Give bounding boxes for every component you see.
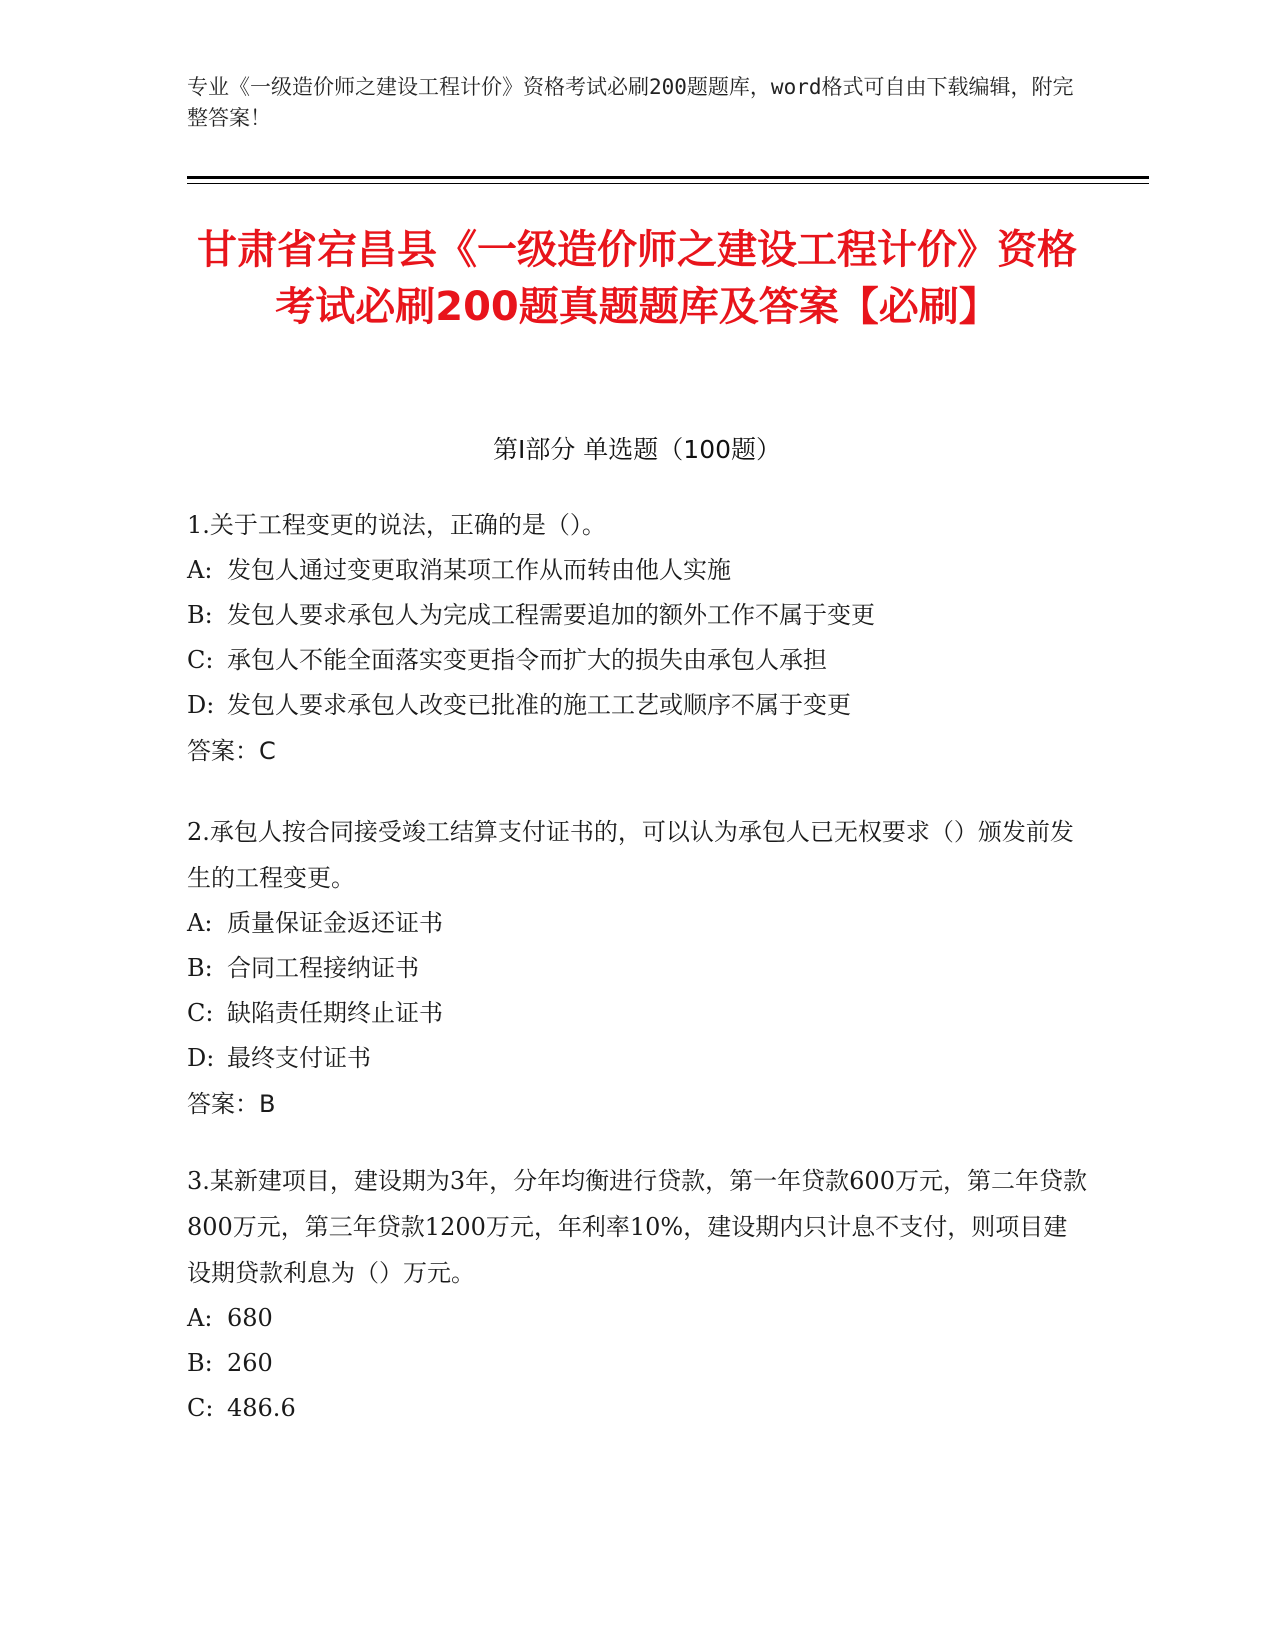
answer-value: C bbox=[259, 737, 276, 765]
option-a bbox=[187, 548, 1087, 593]
question-1 bbox=[187, 502, 1087, 774]
option-c bbox=[187, 638, 1087, 683]
option-text: 260 bbox=[227, 1349, 273, 1377]
option-b bbox=[187, 1341, 1087, 1386]
answer-label: 答案： bbox=[187, 737, 259, 765]
option-text: 缺陷责任期终止证书 bbox=[227, 999, 443, 1027]
section-heading: 第I部分 单选题（100题） bbox=[492, 435, 782, 464]
document-title: 甘肃省宕昌县《一级造价师之建设工程计价》资格考试必刷200题真题题库及答案【必刷】 bbox=[197, 227, 1077, 330]
answer-line bbox=[187, 728, 1087, 774]
option-c bbox=[187, 1386, 1087, 1431]
option-letter: D: bbox=[187, 1044, 215, 1072]
option-text: 质量保证金返还证书 bbox=[227, 909, 443, 937]
option-letter: B: bbox=[187, 954, 213, 982]
option-text: 680 bbox=[227, 1304, 273, 1332]
option-text: 最终支付证书 bbox=[227, 1044, 371, 1072]
question-stem: 2.承包人按合同接受竣工结算支付证书的，可以认为承包人已无权要求（）颁发前发生的工程变更。 bbox=[187, 818, 1074, 892]
answer-value: B bbox=[259, 1090, 276, 1118]
option-text: 发包人通过变更取消某项工作从而转由他人实施 bbox=[227, 556, 731, 584]
option-letter: D: bbox=[187, 691, 215, 719]
question-stem: 3.某新建项目，建设期为3年，分年均衡进行贷款，第一年贷款600万元，第二年贷款800万元，第三年贷款1200万元，年利率10%，建设期内只计息不支付，则项目建设期贷款利息为（）万元。 bbox=[187, 1167, 1087, 1287]
question-2 bbox=[187, 809, 1087, 1127]
option-a bbox=[187, 901, 1087, 946]
option-d bbox=[187, 1036, 1087, 1081]
question-stem: 1.关于工程变更的说法，正确的是（）。 bbox=[187, 511, 606, 539]
option-b bbox=[187, 946, 1087, 991]
option-letter: A: bbox=[187, 909, 213, 937]
option-text: 发包人要求承包人为完成工程需要追加的额外工作不属于变更 bbox=[227, 601, 875, 629]
option-letter: C: bbox=[187, 1394, 214, 1422]
header-note: 专业《一级造价师之建设工程计价》资格考试必刷200题题库，word格式可自由下载编辑，附完整答案！ bbox=[187, 75, 1074, 130]
answer-line bbox=[187, 1081, 1087, 1127]
option-letter: A: bbox=[187, 556, 213, 584]
option-d bbox=[187, 683, 1087, 728]
option-text: 合同工程接纳证书 bbox=[227, 954, 419, 982]
option-a bbox=[187, 1296, 1087, 1341]
option-c bbox=[187, 991, 1087, 1036]
option-text: 发包人要求承包人改变已批准的施工工艺或顺序不属于变更 bbox=[227, 691, 851, 719]
answer-label: 答案： bbox=[187, 1090, 259, 1118]
option-letter: A: bbox=[187, 1304, 213, 1332]
option-text: 承包人不能全面落实变更指令而扩大的损失由承包人承担 bbox=[227, 646, 827, 674]
option-b bbox=[187, 593, 1087, 638]
option-letter: B: bbox=[187, 1349, 213, 1377]
question-3 bbox=[187, 1158, 1087, 1431]
header-divider-thick bbox=[187, 176, 1149, 179]
option-letter: B: bbox=[187, 601, 213, 629]
option-letter: C: bbox=[187, 646, 214, 674]
header-divider-thin bbox=[187, 183, 1149, 184]
option-text: 486.6 bbox=[227, 1394, 296, 1422]
option-letter: C: bbox=[187, 999, 214, 1027]
